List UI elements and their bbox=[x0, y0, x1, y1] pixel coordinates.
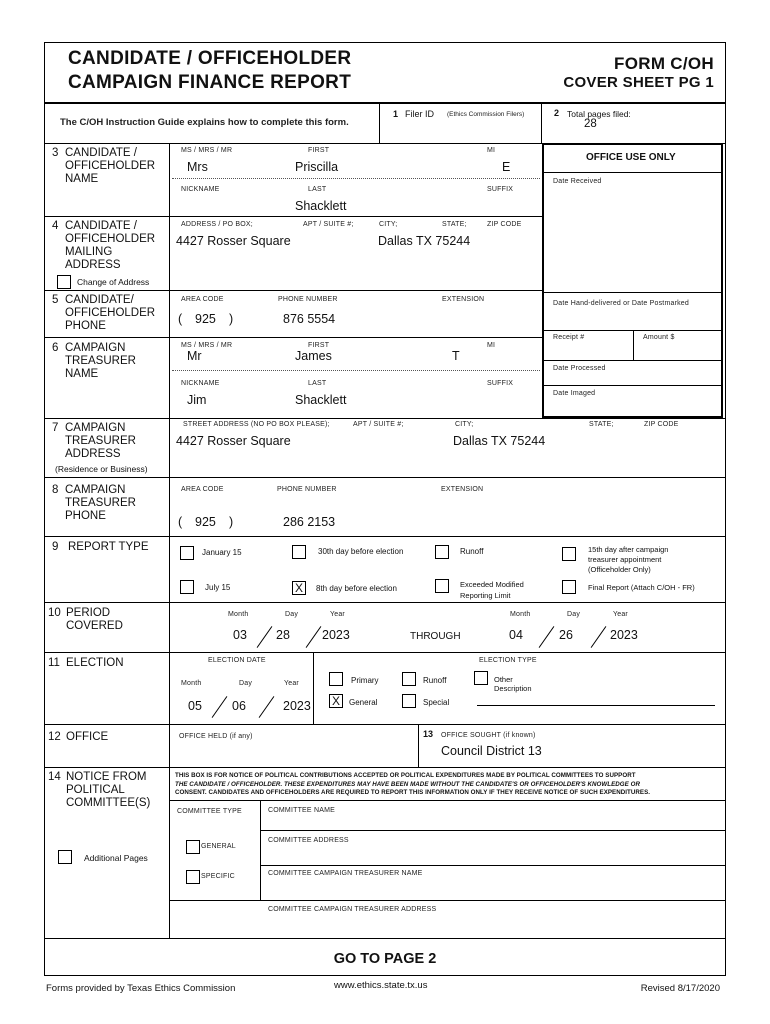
report-jul15-label: July 15 bbox=[205, 583, 231, 592]
s6-num: 6 bbox=[52, 342, 59, 354]
s3-ms-label: MS / MRS / MR bbox=[181, 147, 233, 154]
s9-num: 9 bbox=[52, 541, 59, 553]
s11-year[interactable]: 2023 bbox=[283, 699, 311, 713]
s14-label-2: POLITICAL bbox=[66, 784, 125, 796]
s3-label bbox=[52, 147, 155, 186]
date-processed-label: Date Processed bbox=[553, 365, 606, 372]
s8-phone-label: PHONE NUMBER bbox=[277, 486, 337, 493]
s14-type-divider bbox=[260, 800, 261, 900]
s9-divider bbox=[169, 536, 170, 602]
s11-day-label: Day bbox=[239, 680, 253, 687]
election-primary-checkbox[interactable] bbox=[329, 672, 343, 686]
s7-zip-label: ZIP CODE bbox=[644, 421, 679, 428]
s6-mi-label: MI bbox=[487, 342, 496, 349]
s6-suffix-label: SUFFIX bbox=[487, 380, 514, 387]
filer-id-value[interactable] bbox=[405, 122, 533, 138]
s14-divider bbox=[169, 767, 170, 938]
report-8day-label: 8th day before election bbox=[316, 584, 397, 593]
s11-type-label: ELECTION TYPE bbox=[479, 657, 537, 664]
election-primary-label: Primary bbox=[351, 676, 379, 685]
s12-label-text: OFFICE bbox=[66, 731, 109, 743]
committee-address-label: COMMITTEE ADDRESS bbox=[268, 837, 349, 844]
s12-label bbox=[48, 731, 108, 744]
filer-id-sub: (Ethics Commission Filers) bbox=[447, 111, 525, 118]
label-column-divider bbox=[169, 143, 170, 477]
row-divider-14 bbox=[44, 938, 726, 939]
s8-area-label: AREA CODE bbox=[181, 486, 224, 493]
report-15day-line3: (Officeholder Only) bbox=[588, 565, 651, 574]
s3-mi-label: MI bbox=[487, 147, 496, 154]
s4-zip-label: ZIP CODE bbox=[487, 221, 522, 228]
row-divider-10 bbox=[44, 652, 726, 653]
election-other-line bbox=[477, 705, 715, 706]
report-final-label: Final Report (Attach C/OH - FR) bbox=[588, 583, 695, 592]
s7-label-2: TREASURER bbox=[65, 435, 136, 447]
s6-dotted bbox=[172, 370, 540, 371]
s10-to-year-label: Year bbox=[613, 611, 628, 618]
row-divider-7 bbox=[44, 477, 726, 478]
s3-last-label: LAST bbox=[308, 186, 327, 193]
s8-ext-label: EXTENSION bbox=[441, 486, 484, 493]
s4-state-label: STATE; bbox=[442, 221, 467, 228]
s8-paren-open: ( bbox=[178, 515, 183, 529]
s4-address-value[interactable]: 4427 Rosser Square bbox=[176, 234, 291, 248]
s11-num: 11 bbox=[48, 657, 60, 669]
s5-area-label: AREA CODE bbox=[181, 296, 224, 303]
s8-label-2: TREASURER bbox=[65, 497, 136, 509]
s4-label bbox=[52, 220, 155, 272]
s3-mi-value[interactable]: E bbox=[502, 160, 511, 174]
s3-label-3: NAME bbox=[65, 173, 99, 185]
report-15day-label bbox=[588, 545, 668, 575]
s4-label-3: MAILING bbox=[65, 246, 113, 258]
s4-label-2: OFFICEHOLDER bbox=[65, 233, 156, 245]
s6-ms-value[interactable]: Mr bbox=[187, 349, 202, 363]
s11-label bbox=[48, 657, 124, 670]
s4-label-4: ADDRESS bbox=[65, 259, 121, 271]
election-other-checkbox[interactable] bbox=[474, 671, 488, 685]
s14-notice bbox=[175, 772, 720, 798]
election-runoff-label: Runoff bbox=[423, 676, 447, 685]
election-special-checkbox[interactable] bbox=[402, 694, 416, 708]
s3-dotted bbox=[172, 178, 540, 179]
s3-label-2: OFFICEHOLDER bbox=[65, 160, 156, 172]
row-divider-9 bbox=[44, 602, 726, 603]
s8-label-1: CAMPAIGN bbox=[65, 484, 126, 496]
s3-label-1: CANDIDATE / bbox=[65, 147, 137, 159]
s14-num: 14 bbox=[48, 771, 61, 783]
office-use-divider-5 bbox=[544, 385, 721, 386]
form-title-line2: CAMPAIGN FINANCE REPORT bbox=[68, 72, 352, 93]
s13-num: 13 bbox=[423, 729, 434, 739]
report-30day-label: 30th day before election bbox=[318, 547, 404, 556]
form-subtitle: COVER SHEET PG 1 bbox=[563, 74, 714, 91]
report-exceeded-label bbox=[460, 579, 524, 601]
s7-state-label: STATE; bbox=[589, 421, 614, 428]
footer-provided: Forms provided by Texas Ethics Commission bbox=[46, 983, 236, 994]
s4-apt-label: APT / SUITE #; bbox=[303, 221, 354, 228]
report-final-checkbox[interactable] bbox=[562, 580, 576, 594]
s10-label-1: PERIOD bbox=[66, 607, 111, 619]
s3-last-value[interactable]: Shacklett bbox=[295, 199, 347, 213]
s11-divider bbox=[169, 652, 170, 724]
total-pages-label: Total pages filed: bbox=[567, 109, 631, 119]
row-divider-8 bbox=[44, 536, 726, 537]
election-other-line1: Other bbox=[494, 675, 513, 684]
s14-row-3 bbox=[169, 900, 726, 901]
committee-specific-label: SPECIFIC bbox=[201, 873, 235, 880]
s11-date-divider bbox=[313, 652, 314, 724]
s7-num: 7 bbox=[52, 422, 59, 434]
s10-through: THROUGH bbox=[410, 631, 461, 642]
date-imaged-label: Date Imaged bbox=[553, 390, 596, 397]
s7-address-value[interactable]: 4427 Rosser Square bbox=[176, 434, 291, 448]
row-divider-6 bbox=[44, 418, 726, 419]
s8-area-value[interactable]: 925 bbox=[195, 515, 216, 529]
s5-paren-open: ( bbox=[178, 312, 183, 326]
s14-label bbox=[48, 771, 150, 810]
office-sought-label: OFFICE SOUGHT (if known) bbox=[441, 732, 536, 739]
s12-divider bbox=[169, 724, 170, 767]
office-held-value[interactable] bbox=[179, 745, 409, 761]
report-jan15-checkbox[interactable] bbox=[180, 546, 194, 560]
amount-label: Amount $ bbox=[643, 334, 675, 341]
s3-ms-value[interactable]: Mrs bbox=[187, 160, 208, 174]
s11-day[interactable]: 06 bbox=[232, 699, 246, 713]
election-runoff-checkbox[interactable] bbox=[402, 672, 416, 686]
s5-label-1: CANDIDATE/ bbox=[65, 294, 134, 306]
s14-label-3: COMMITTEE(S) bbox=[66, 797, 151, 809]
s4-city-state-zip-value[interactable]: Dallas TX 75244 bbox=[378, 234, 471, 248]
s5-phone-value[interactable]: 876 5554 bbox=[283, 312, 336, 326]
goto-page-2: GO TO PAGE 2 bbox=[333, 951, 437, 967]
office-use-receipt-divider bbox=[633, 330, 634, 360]
change-of-address-label: Change of Address bbox=[77, 277, 150, 287]
s11-month[interactable]: 05 bbox=[188, 699, 202, 713]
s13-divider bbox=[418, 724, 419, 767]
row-divider-12 bbox=[44, 767, 726, 768]
s14-row-2 bbox=[260, 865, 726, 866]
s6-label bbox=[52, 342, 136, 381]
s10-to-month-label: Month bbox=[510, 611, 531, 618]
report-15day-line2: treasurer appointment bbox=[588, 555, 662, 564]
s6-last-label: LAST bbox=[308, 380, 327, 387]
row-divider-3 bbox=[44, 216, 542, 217]
report-15day-checkbox[interactable] bbox=[562, 547, 576, 561]
office-use-divider-2 bbox=[544, 292, 721, 293]
report-jan15-label: January 15 bbox=[202, 548, 242, 557]
s3-num: 3 bbox=[52, 147, 59, 159]
s14-row-1 bbox=[260, 830, 726, 831]
footer-revised: Revised 8/17/2020 bbox=[640, 983, 720, 994]
election-general-checkbox[interactable]: X bbox=[329, 694, 343, 708]
s5-label-2: OFFICEHOLDER bbox=[65, 307, 156, 319]
s6-label-1: CAMPAIGN bbox=[65, 342, 126, 354]
s3-suffix-label: SUFFIX bbox=[487, 186, 514, 193]
s6-label-2: TREASURER bbox=[65, 355, 136, 367]
total-pages-value[interactable]: 28 bbox=[584, 118, 597, 130]
row-divider-11 bbox=[44, 724, 726, 725]
date-hand-label: Date Hand-delivered or Date Postmarked bbox=[553, 300, 689, 307]
s8-paren-close: ) bbox=[229, 515, 234, 529]
s11-month-label: Month bbox=[181, 680, 202, 687]
s6-label-3: NAME bbox=[65, 368, 99, 380]
office-use-divider-4 bbox=[544, 360, 721, 361]
s6-nickname-value[interactable]: Jim bbox=[187, 393, 207, 407]
s10-to-day-label: Day bbox=[567, 611, 581, 618]
filer-id-label: Filer ID bbox=[405, 109, 434, 119]
s6-first-label: FIRST bbox=[308, 342, 330, 349]
s14-notice-line1: THIS BOX IS FOR NOTICE OF POLITICAL CONTRIBUTIONS ACCEPTED OR POLITICAL EXPENDITURES MADE BY POLITICAL COMMITTEES TO SUPPORT bbox=[175, 772, 636, 779]
s14-notice-line2: THE CANDIDATE / OFFICEHOLDER. THESE EXPENDITURES MAY HAVE BEEN MADE WITHOUT THE CANDIDATE'S OR OFFICEHOLDER'S KNOWLEDGE OR bbox=[175, 780, 640, 788]
total-pages-num: 2 bbox=[554, 108, 560, 118]
report-8day-checkbox[interactable]: X bbox=[292, 581, 306, 595]
s10-from-year-label: Year bbox=[330, 611, 345, 618]
committee-specific-checkbox[interactable] bbox=[186, 870, 200, 884]
s8-label-3: PHONE bbox=[65, 510, 106, 522]
s5-area-value[interactable]: 925 bbox=[195, 312, 216, 326]
report-30day-checkbox[interactable] bbox=[292, 545, 306, 559]
s10-label-2: COVERED bbox=[66, 620, 123, 632]
s11-year-label: Year bbox=[284, 680, 299, 687]
report-runoff-label: Runoff bbox=[460, 547, 484, 556]
s14-label-1: NOTICE FROM bbox=[66, 771, 147, 783]
s6-first-value[interactable]: James bbox=[295, 349, 332, 363]
additional-pages-label: Additional Pages bbox=[84, 853, 148, 863]
s10-from-month[interactable]: 03 bbox=[233, 628, 247, 642]
s14-notice-divider bbox=[169, 800, 726, 801]
committee-general-checkbox[interactable] bbox=[186, 840, 200, 854]
row-divider-5 bbox=[44, 337, 542, 338]
s6-last-value[interactable]: Shacklett bbox=[295, 393, 347, 407]
pages-divider bbox=[541, 103, 542, 143]
s7-street-label: STREET ADDRESS (NO PO BOX PLEASE); bbox=[183, 421, 330, 428]
s10-to-month[interactable]: 04 bbox=[509, 628, 523, 642]
s6-ms-label: MS / MRS / MR bbox=[181, 342, 233, 349]
receipt-label: Receipt # bbox=[553, 334, 585, 341]
report-15day-line1: 15th day after campaign bbox=[588, 545, 669, 554]
election-special-label: Special bbox=[423, 698, 450, 707]
office-use-divider-1 bbox=[544, 172, 721, 173]
s10-from-day[interactable]: 28 bbox=[276, 628, 290, 642]
s10-from-day-label: Day bbox=[285, 611, 299, 618]
filer-id-num: 1 bbox=[393, 109, 399, 119]
s3-nickname-label: NICKNAME bbox=[181, 186, 220, 193]
committee-name-label: COMMITTEE NAME bbox=[268, 807, 335, 814]
report-jul15-checkbox[interactable] bbox=[180, 580, 194, 594]
filer-divider bbox=[379, 103, 380, 143]
s10-divider bbox=[169, 602, 170, 652]
s7-label bbox=[52, 422, 136, 461]
report-exceeded-line2: Reporting Limit bbox=[460, 591, 511, 600]
committee-general-label: GENERAL bbox=[201, 843, 236, 850]
s10-num: 10 bbox=[48, 607, 61, 619]
s8-divider bbox=[169, 477, 170, 536]
form-id: FORM C/OH bbox=[614, 54, 714, 73]
change-of-address-checkbox[interactable] bbox=[57, 275, 71, 289]
s10-label bbox=[48, 607, 123, 633]
s4-city-label: CITY; bbox=[379, 221, 398, 228]
s4-address-label: ADDRESS / PO BOX; bbox=[181, 221, 253, 228]
s10-to-day[interactable]: 26 bbox=[559, 628, 573, 642]
office-sought-value[interactable]: Council District 13 bbox=[441, 744, 542, 758]
s10-to-year[interactable]: 2023 bbox=[610, 628, 638, 642]
s5-label-3: PHONE bbox=[65, 320, 106, 332]
report-exceeded-checkbox[interactable] bbox=[435, 579, 449, 593]
election-general-label: General bbox=[349, 698, 378, 707]
s5-label bbox=[52, 294, 155, 333]
s11-label-text: ELECTION bbox=[66, 657, 124, 669]
s7-residence: (Residence or Business) bbox=[55, 464, 148, 474]
s7-city-label: CITY; bbox=[455, 421, 474, 428]
election-other-label bbox=[494, 675, 532, 693]
s14-notice-line3: CONSENT. CANDIDATES AND OFFICEHOLDERS ARE REQUIRED TO REPORT THIS INFORMATION ONLY IF THEY RECEIVE NOTICE OF SUCH EXPENDITURES. bbox=[175, 789, 651, 796]
s4-num: 4 bbox=[52, 220, 59, 232]
header-divider bbox=[44, 102, 726, 104]
instruction-text: The C/OH Instruction Guide explains how to complete this form. bbox=[60, 117, 349, 128]
s11-date-label: ELECTION DATE bbox=[208, 657, 266, 664]
committee-treasurer-name-label: COMMITTEE CAMPAIGN TREASURER NAME bbox=[268, 870, 423, 877]
office-use-title: OFFICE USE ONLY bbox=[586, 152, 676, 163]
s5-phone-label: PHONE NUMBER bbox=[278, 296, 338, 303]
s7-city-state-zip-value[interactable]: Dallas TX 75244 bbox=[453, 434, 546, 448]
s7-apt-label: APT / SUITE #; bbox=[353, 421, 404, 428]
s10-from-year[interactable]: 2023 bbox=[322, 628, 350, 642]
s5-paren-close: ) bbox=[229, 312, 234, 326]
committee-type-label: COMMITTEE TYPE bbox=[177, 808, 242, 815]
s9-label bbox=[52, 541, 149, 554]
form-title-line1: CANDIDATE / OFFICEHOLDER bbox=[68, 48, 352, 69]
date-received-label: Date Received bbox=[553, 178, 602, 185]
s8-phone-value[interactable]: 286 2153 bbox=[283, 515, 336, 529]
committee-treasurer-address-label: COMMITTEE CAMPAIGN TREASURER ADDRESS bbox=[268, 906, 437, 913]
s5-ext-label: EXTENSION bbox=[442, 296, 485, 303]
s7-label-1: CAMPAIGN bbox=[65, 422, 126, 434]
s9-label-text: REPORT TYPE bbox=[68, 541, 149, 553]
election-other-line2: Description bbox=[494, 684, 532, 693]
s8-label bbox=[52, 484, 136, 523]
s6-nickname-label: NICKNAME bbox=[181, 380, 220, 387]
row-divider-4 bbox=[44, 290, 542, 291]
footer-url: www.ethics.state.tx.us bbox=[334, 980, 428, 991]
s12-num: 12 bbox=[48, 731, 61, 743]
s3-first-label: FIRST bbox=[308, 147, 330, 154]
report-exceeded-line1: Exceeded Modified bbox=[460, 580, 524, 589]
additional-pages-checkbox[interactable] bbox=[58, 850, 72, 864]
s3-first-value[interactable]: Priscilla bbox=[295, 160, 339, 174]
s7-label-3: ADDRESS bbox=[65, 448, 121, 460]
s4-label-1: CANDIDATE / bbox=[65, 220, 137, 232]
s10-from-month-label: Month bbox=[228, 611, 249, 618]
s8-num: 8 bbox=[52, 484, 59, 496]
s5-num: 5 bbox=[52, 294, 59, 306]
office-held-label: OFFICE HELD (if any) bbox=[179, 733, 253, 740]
report-runoff-checkbox[interactable] bbox=[435, 545, 449, 559]
s6-mi-value[interactable]: T bbox=[452, 349, 460, 363]
